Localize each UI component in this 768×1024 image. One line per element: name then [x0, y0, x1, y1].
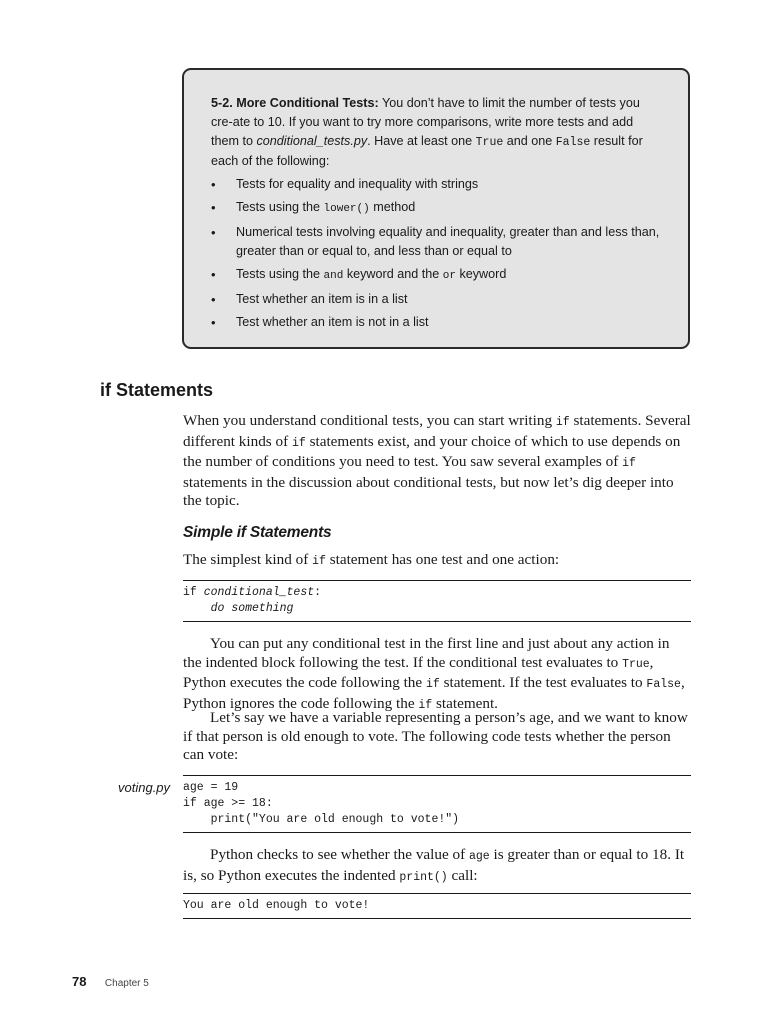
page-footer: [72, 973, 149, 991]
inline-code: if: [312, 555, 326, 568]
code-block-output: You are old enough to vote!: [183, 893, 691, 919]
inline-code: True: [475, 136, 504, 149]
inline-code: False: [555, 136, 591, 149]
paragraph-text: is greater than or equal to 18. It is, so Python executes the indented: [183, 846, 685, 884]
paragraph-text: statement.: [432, 694, 498, 712]
chapter-label: Chapter 5: [104, 978, 149, 989]
code-placeholder: conditional_test: [203, 586, 315, 599]
paragraph-text: statement. If the test evaluates to: [439, 674, 647, 692]
inline-code: or: [442, 270, 456, 282]
exercise-bullet-list: [211, 175, 660, 332]
inline-code: if: [425, 678, 440, 692]
voting-intro-paragraph: Let’s say we have a variable representing a person’s age, and we want to know if that person is old enough to vote. The following code tests whether the person can vote:: [183, 709, 688, 764]
exercise-filename: conditional_tests.py: [256, 134, 368, 148]
code-block-voting: age = 19 if age >= 18: print("You are old enough to vote!"): [183, 775, 691, 833]
inline-code: True: [622, 657, 650, 671]
list-item-text: method: [369, 200, 416, 214]
paragraph-text: When you understand conditional tests, you can start writing: [183, 412, 556, 429]
list-item: [211, 265, 660, 286]
exercise-intro: [211, 94, 660, 171]
code-placeholder: do something: [210, 602, 294, 615]
page-number: 78: [72, 974, 87, 989]
inline-code: lower(): [323, 203, 370, 215]
list-item: • Test whether an item is not in a list: [211, 313, 660, 332]
inline-code: if: [291, 436, 306, 450]
inline-code: False: [646, 678, 681, 692]
paragraph-text: , Python ignores the code following the: [183, 674, 685, 712]
code-block-syntax: [183, 580, 691, 622]
paragraph-text: statement has one test and one action:: [325, 551, 560, 568]
subsection-heading: Simple if Statements: [183, 524, 332, 541]
inline-code: age: [468, 850, 490, 863]
subsection-intro-paragraph: [183, 551, 691, 572]
code-file-label: voting.py: [118, 780, 171, 795]
paragraph-text: statements exist, and your choice of which to use depends on the number of conditions you need to test. You saw several examples of: [183, 432, 681, 471]
exercise-intro-text: . Have at least one: [367, 134, 476, 148]
explanation-paragraph: [183, 635, 691, 715]
inline-code: if: [622, 457, 636, 471]
exercise-title: 5-2. More Conditional Tests:: [211, 96, 379, 110]
paragraph-text: statements in the discussion about conditional tests, but now let’s dig deeper into the topic.: [183, 473, 674, 510]
exercise-intro-text: You don’t have to limit the number of tests you cre-ate to 10. If you want to try more comparisons, write more tests and add them to: [211, 96, 640, 148]
code-keyword: if: [183, 586, 204, 599]
inline-code: if: [555, 416, 570, 429]
list-item-text: keyword: [455, 267, 507, 281]
list-item: [211, 198, 660, 219]
list-item-text: Tests using the: [236, 200, 324, 214]
section-heading: if Statements: [100, 380, 214, 400]
paragraph-text: , Python executes the code following the: [183, 653, 654, 692]
inline-code: if: [418, 698, 433, 712]
code-punctuation: :: [314, 586, 322, 599]
exercise-intro-text: and one: [503, 134, 556, 148]
section-intro-paragraph: [183, 412, 691, 511]
list-item: • Tests for equality and inequality with strings: [211, 175, 660, 194]
paragraph-text: Python checks to see whether the value of: [210, 846, 469, 863]
inline-code: and: [323, 270, 344, 282]
list-item: • Numerical tests involving equality and inequality, greater than and less than, greater than or equal to, and less than or equal to: [211, 223, 660, 261]
inline-code: print(): [399, 870, 448, 884]
paragraph-text: statements. Several different kinds of: [183, 412, 691, 450]
exercise-intro-text: result for each of the following:: [211, 134, 643, 168]
paragraph-text: call:: [447, 866, 478, 884]
result-paragraph: [183, 846, 691, 887]
list-item-text: keyword and the: [343, 267, 443, 281]
paragraph-text: The simplest kind of: [183, 551, 313, 568]
list-item-text: Tests using the: [236, 267, 324, 281]
code-indent: [183, 602, 211, 615]
list-item: • Test whether an item is in a list: [211, 290, 660, 309]
exercise-box: [182, 68, 690, 349]
paragraph-text: You can put any conditional test in the first line and just about any action in the indented block following the test. If the conditional test evaluates to: [183, 635, 670, 671]
